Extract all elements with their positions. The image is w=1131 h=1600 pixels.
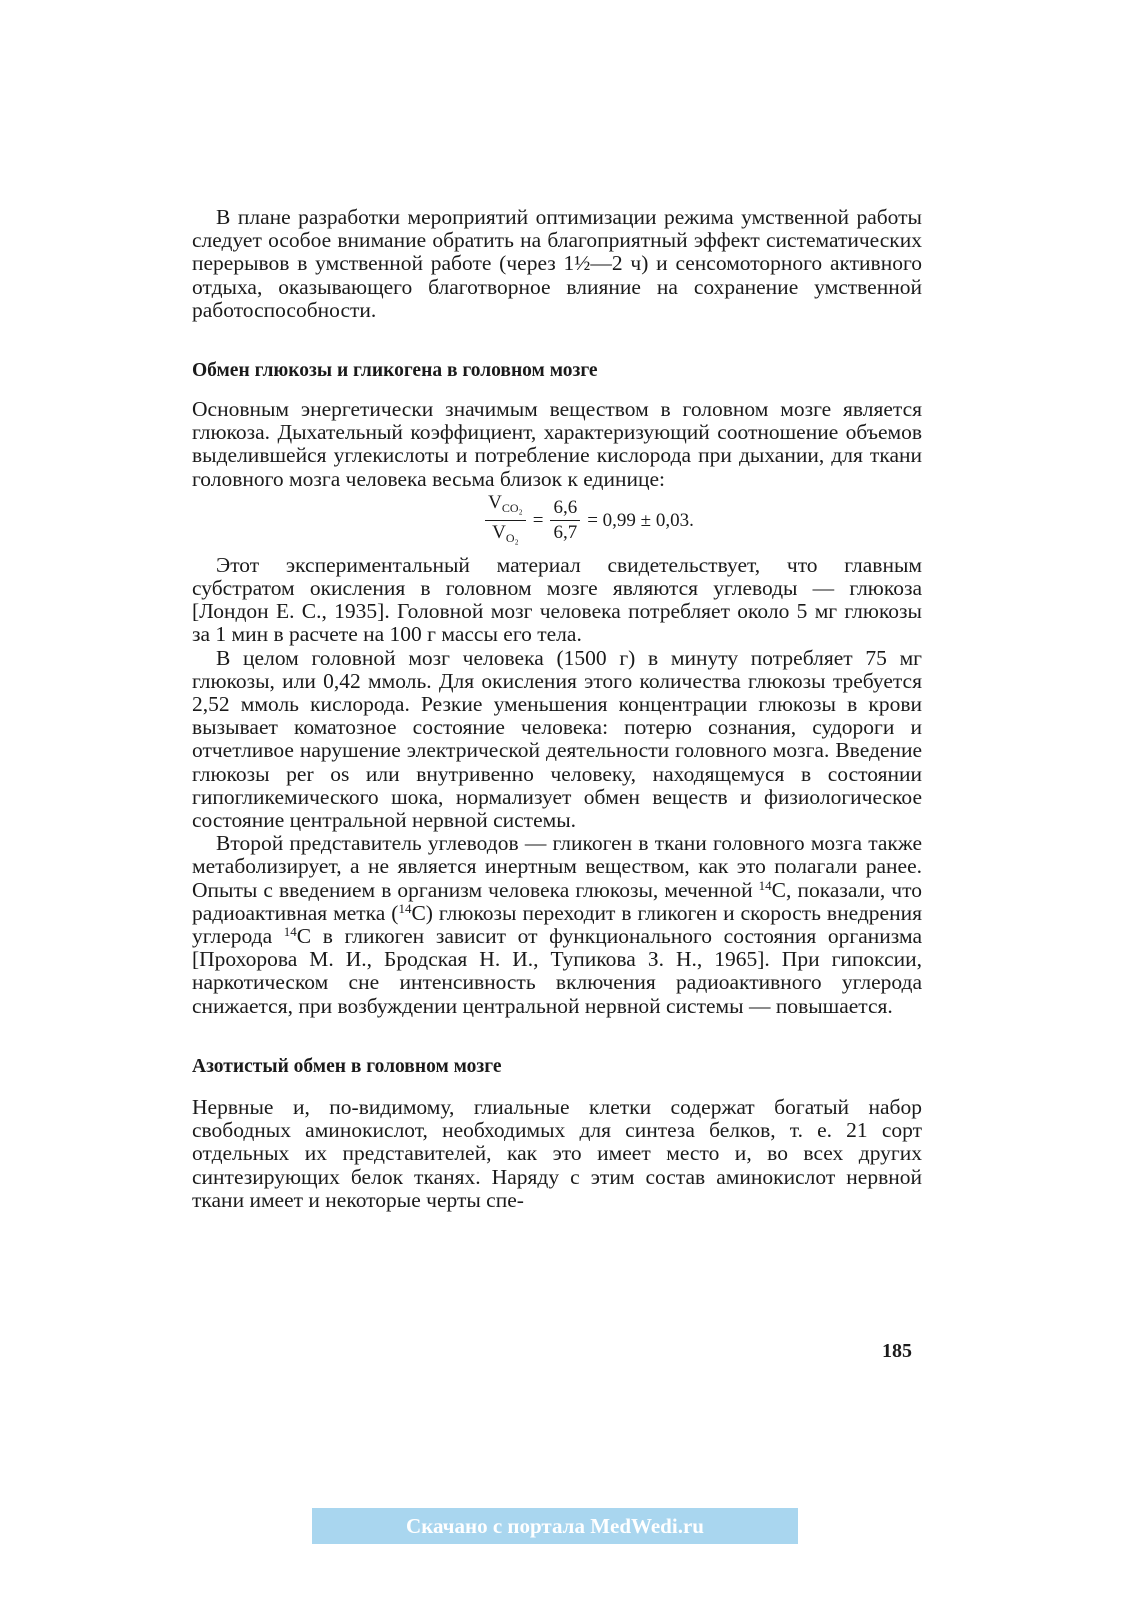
formula-lhs-den: V [492,522,506,544]
formula-lhs-num-sub: CO₂ [501,501,523,516]
paragraph-glucose-1: Основным энергетически значимым веществом в головном мозге является глюкоза. Дыхательный коэффициент, характеризующий соотношение объемов выделившейся углекислоты и потребление кислорода при дыхании, для ткани головного мозга человека весьма близок к единице: [192,397,922,491]
formula-mid-den: 6,7 [553,522,578,544]
paragraph-glucose-4-part-a: Второй представитель углеводов — гликоген в ткани головного мозга также метаболизирует, а не является инертным веществом, как это полагали ранее. Опыты с введением в организм человека глюкозы, меченной [192,831,922,902]
paragraph-glucose-4-part-d: C в гликоген зависит от функционального состояния организма [Прохорова М. И., Бродская Н. И., Тупикова З. Н., 1965]. При гипоксии, наркотическом сне интенсивность включения радиоактивного углерода снижается, при возбуждении центральной нервной системы — повышается. [192,924,922,1018]
fraction-values [550,497,580,544]
download-watermark-banner [312,1508,798,1544]
heading-glucose-glycogen: Обмен глюкозы и гликогена в головном мозге [192,360,598,382]
fraction-volumes [485,492,526,549]
paragraph-glucose-2: Этот экспериментальный материал свидетельствует, что главным субстратом окисления в головном мозге являются углеводы — глюкоза [Лондон Е. С., 1935]. Головной мозг человека потребляет около 5 мг глюкозы за 1 мин в расчете на 100 г массы его тела. [192,552,922,647]
paragraph-glucose-4-part-c: C) глюкозы переходит в гликоген и скорость внедрения углерода [192,900,922,949]
heading-nitrogen-metabolism: Азотистый обмен в головном мозге [192,1055,502,1077]
formula-mid-num: 6,6 [550,497,580,521]
formula-lhs-num: V [488,492,502,514]
paragraph-glucose-4-part-b: C, показали, что радиоактивная метка ( [192,877,922,925]
formula-lhs-den-sub: O₂ [505,531,519,546]
paragraph-intro: В плане разработки мероприятий оптимизации режима умственной работы следует особое внимание обратить на благоприятный эффект систематических перерывов в умственной работе (через 1½—2 ч) и сенсомоторного активного отдыха, оказывающего благотворное влияние на сохранение умственной работоспособности. [192,205,922,322]
isotope-superscript: 14 [283,924,297,940]
isotope-superscript: 14 [398,900,412,916]
formula-rhs: = 0,99 ± 0,03. [587,509,694,531]
formula-eq: = [532,509,544,531]
paragraph-nitrogen-1: Нервные и, по-видимому, глиальные клетки содержат богатый набор свободных аминокислот, необходимых для синтеза белков, т. е. 21 сорт отдельных их представителей, как это имеет место и, во всех других синтезирующих белок тканях. Наряду с этим состав аминокислот нервной ткани имеет и некоторые черты спе- [192,1094,922,1212]
paragraph-glucose-3: В целом головной мозг человека (1500 г) в минуту потребляет 75 мг глюкозы, или 0,42 ммоль. Для окисления этого количества глюкозы требуется 2,52 ммоль кислорода. Резкие уменьшения концентрации глюкозы в крови вызывает коматозное состояние человека: потерю сознания, судороги и отчетливое нарушение электрической деятельности головного мозга. Введение глюкозы per os или внутривенно человеку, находящемуся в состоянии гипогликемического шока, нормализует обмен веществ и физиологическое состояние центральной нервной системы. [192,645,922,833]
page-number: 185 [882,1340,912,1362]
watermark-text: Скачано с портала MedWedi.ru [406,1513,704,1538]
paragraph-glucose-4 [192,832,922,1018]
isotope-superscript: 14 [758,877,772,893]
respiratory-quotient-formula [192,492,922,550]
page-body [192,206,922,1212]
